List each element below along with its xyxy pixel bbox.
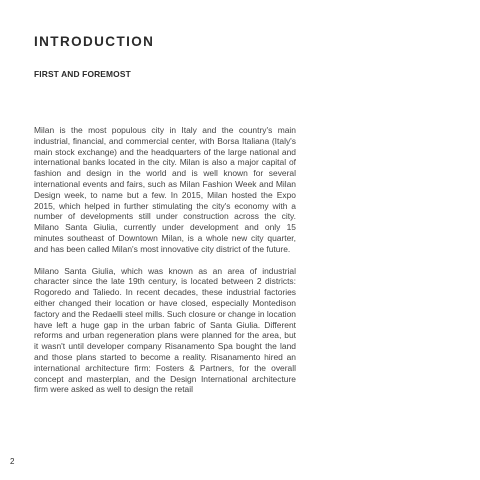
body-paragraph: Milan is the most populous city in Italy and the country's main industrial, financial, and commercial center, with Borsa Italiana (Italy's main stock exchange) and the headquarters of the large national and international banks located in the city. Milan is also a major capital of fashion and design in the world and is well known for several international events and fairs, such as Milan Fashion Week and Milan Design week, to name but a few. In 2015, Milan hosted the Expo 2015, which helped in further stimulating the city's economy with a number of developments still under construction across the city. Milano Santa Giulia, currently under development and only 15 minutes southeast of Downtown Milan, is a whole new city quarter, and has been called Milan's most innovative city district of the future. bbox=[34, 125, 296, 254]
section-subtitle: FIRST AND FOREMOST bbox=[34, 69, 131, 79]
body-paragraph: Milano Santa Giulia, which was known as an area of industrial character since the late 19th century, is located between 2 districts: Rogoredo and Taliedo. In recent decades, these industrial factories either changed their location or have closed, especially Montedison factory and the Redaelli steel mills. Such closure or change in location have left a huge gap in the urban fabric of Santa Giulia. Different reforms and urban regeneration plans were planned for the area, but it wasn't until developer company Risanamento Spa bought the land and those plans started to become a reality. Risanamento hired an international architecture firm: Fosters & Partners, for the overall concept and masterplan, and the Design International architecture firm were asked as well to design the retail bbox=[34, 265, 296, 395]
body-text bbox=[34, 125, 296, 406]
page-title: INTRODUCTION bbox=[34, 34, 155, 49]
page-number: 2 bbox=[10, 457, 15, 466]
